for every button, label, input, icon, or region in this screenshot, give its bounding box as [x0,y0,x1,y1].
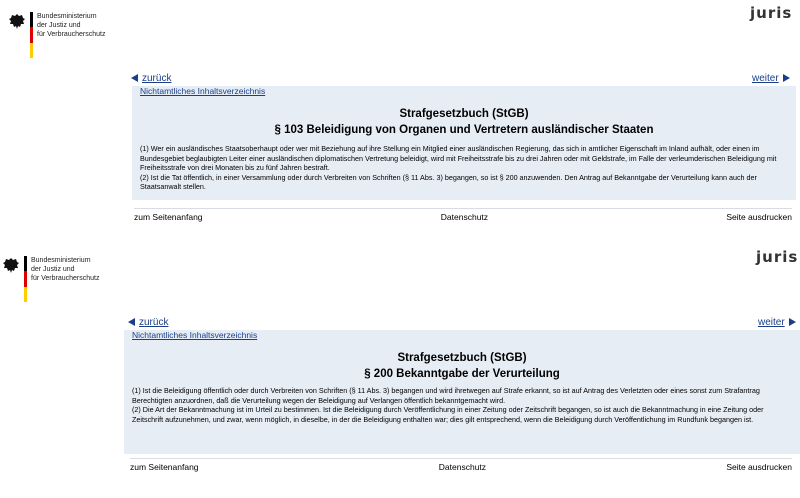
law-heading [124,350,800,382]
toc-link[interactable]: Nichtamtliches Inhaltsverzeichnis [140,86,266,96]
law-content-box [124,330,800,454]
ministry-name: Bundesministerium der Justiz und für Verbraucherschutz [31,257,100,282]
arrow-right-icon [789,318,796,326]
print-link[interactable]: Seite ausdrucken [726,212,792,222]
paragraph: (1) Wer ein ausländisches Staatsoberhaupt oder wer mit Beziehung auf ihre Stellung ein Mitglied einer ausländischen Regierung, das sich in amtlicher Eigenschaft im Inland aufhält, oder einen im Bundesgebiet beglaubigten Leiter einer ausländischen diplomatischen Vertretung beleidigt, wird mit Freiheitsstrafe bis zu drei Jahren oder mit Geldstrafe, im Falle der verleumderischen Beleidigung mit Freiheitsstrafe von drei Monaten bis zu fünf Jahren bestraft. [140,144,777,173]
arrow-left-icon [131,74,138,82]
juris-logo[interactable] [750,4,792,22]
privacy-link[interactable]: Datenschutz [440,212,489,222]
ministry-logo[interactable] [8,12,105,58]
law-text [132,386,794,424]
federal-eagle-icon [2,256,20,274]
ministry-logo[interactable] [2,256,99,302]
law-heading [132,106,796,138]
german-flag-bar [30,12,33,58]
back-link[interactable] [131,73,171,84]
brand-text: juris [750,4,793,22]
forward-link[interactable] [758,317,796,328]
back-to-top-link[interactable]: zum Seitenanfang [134,212,203,222]
law-page-200 [0,248,800,498]
forward-link-text[interactable]: weiter [752,73,779,84]
ministry-name: Bundesministerium der Justiz und für Verbraucherschutz [37,13,106,38]
arrow-left-icon [128,318,135,326]
toc-link[interactable]: Nichtamtliches Inhaltsverzeichnis [132,330,258,340]
page-footer [134,208,792,222]
law-title: Strafgesetzbuch (StGB) [397,352,527,364]
forward-link[interactable] [752,73,790,84]
paragraph: (1) Ist die Beleidigung öffentlich oder durch Verbreiten von Schriften (§ 11 Abs. 3) begangen und wird ihretwegen auf Strafe erkannt, so ist auf Antrag des Verletzten oder eines sonst zum Strafantrag Berechtigten anzuordnen, daß die Verurteilung wegen der Beleidigung auf Verlangen öffentlich bekanntgemacht wird. [132,386,760,405]
privacy-link[interactable]: Datenschutz [438,462,487,472]
section-title: § 200 Bekanntgabe der Verurteilung [364,368,560,380]
page-footer [130,458,792,472]
back-link-text[interactable]: zurück [142,73,172,84]
back-link-text[interactable]: zurück [139,317,169,328]
law-title: Strafgesetzbuch (StGB) [399,108,529,120]
paragraph: (2) Die Art der Bekanntmachung ist im Urteil zu bestimmen. Ist die Beleidigung durch Veröffentlichung in einer Zeitung oder Zeitschrift begangen, so ist auch die Bekanntmachung in eine Zeitung oder Zeitschrift aufzunehmen, und zwar, wenn möglich, in dieselbe, in der die Beleidigung enthalten war; dies gilt entsprechend, wenn die Beleidigung durch Veröffentlichung im Rundfunk begangen ist. [132,405,764,424]
section-title: § 103 Beleidigung von Organen und Vertretern ausländischer Staaten [274,124,654,136]
law-content-box [132,86,796,200]
juris-logo[interactable] [756,248,798,266]
brand-text: juris [756,248,799,266]
back-link[interactable] [128,317,168,328]
print-link[interactable]: Seite ausdrucken [726,462,792,472]
forward-link-text[interactable]: weiter [758,317,785,328]
federal-eagle-icon [8,12,26,30]
paragraph: (2) Ist die Tat öffentlich, in einer Versammlung oder durch Verbreiten von Schriften (§ 11 Abs. 3) begangen, so ist § 200 anzuwenden. Den Antrag auf Bekanntgabe der Verurteilung kann auch der Staatsanwalt stellen. [140,172,757,192]
german-flag-bar [24,256,27,302]
back-to-top-link[interactable]: zum Seitenanfang [130,462,199,472]
arrow-right-icon [783,74,790,82]
law-page-103 [0,0,800,232]
law-text [140,144,790,192]
